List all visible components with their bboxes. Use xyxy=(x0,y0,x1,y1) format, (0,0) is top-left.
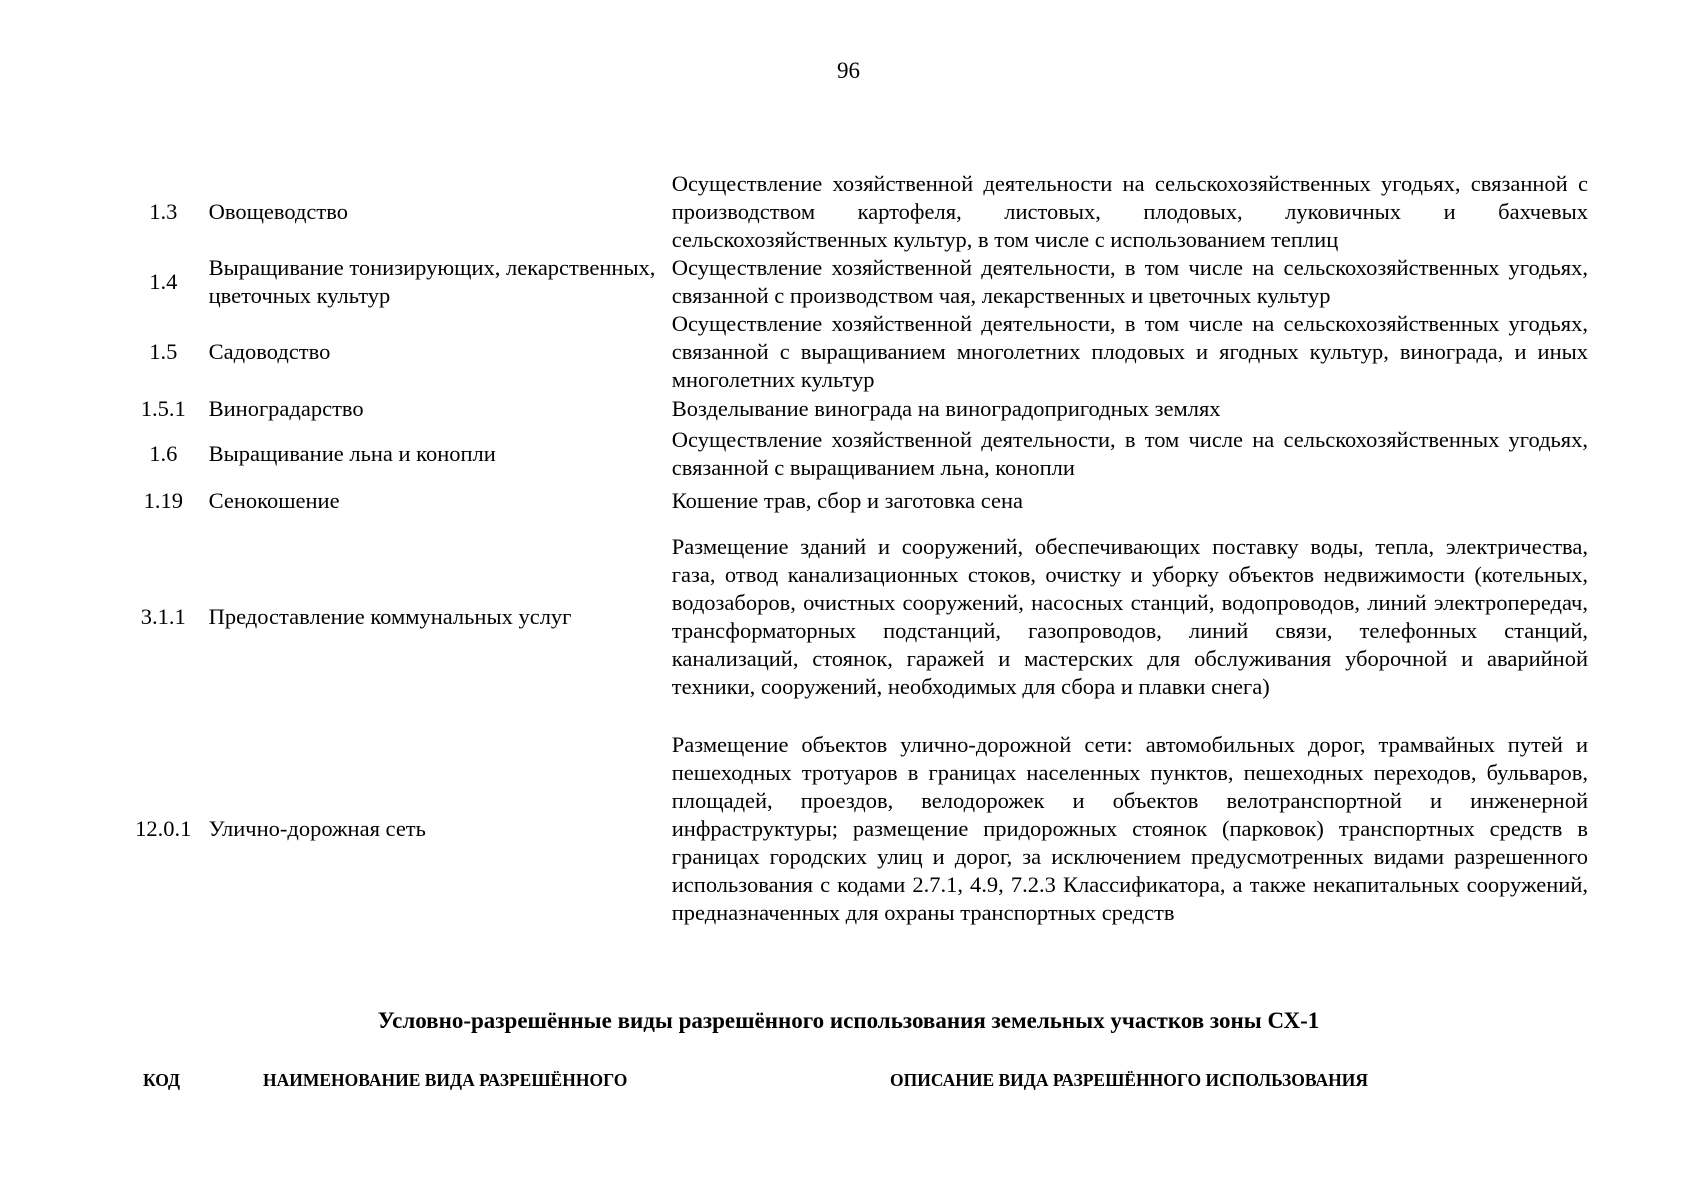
table-row xyxy=(118,518,1588,716)
row-code: 1.5 xyxy=(149,339,178,364)
column-header-code: КОД xyxy=(143,1070,181,1090)
row-name: Выращивание льна и конопли xyxy=(208,441,496,466)
row-description: Осуществление хозяйственной деятельности, в том числе на сельскохозяйственных угодьях, связанной с производством чая, лекарственных и цветочных культур xyxy=(671,255,1588,308)
row-code: 1.6 xyxy=(149,441,178,466)
row-code: 3.1.1 xyxy=(140,604,186,629)
table-row xyxy=(118,254,1588,310)
column-header-description: ОПИСАНИЕ ВИДА РАЗРЕШЁННОГО ИСПОЛЬЗОВАНИЯ xyxy=(890,1070,1368,1090)
table-row xyxy=(118,424,1588,484)
row-name: Садоводство xyxy=(208,339,331,364)
row-description: Осуществление хозяйственной деятельности, в том числе на сельскохозяйственных угодьях, связанной с выращиванием многолетних плодовых и ягодных культур, винограда, и иных многолетних культур xyxy=(671,311,1588,392)
row-name: Улично-дорожная сеть xyxy=(208,816,426,841)
row-description: Возделывание винограда на виноградопригодных землях xyxy=(671,396,1221,421)
row-code: 12.0.1 xyxy=(135,816,192,841)
row-name: Предоставление коммунальных услуг xyxy=(208,604,572,629)
table-row xyxy=(118,716,1588,942)
row-description: Размещение зданий и сооружений, обеспечивающих поставку воды, тепла, электричества, газа, отвод канализационных стоков, очистку и уборку объектов недвижимости (котельных, водозаборов, очистных сооружений, насосных станций, водопроводов, линий электропередач, трансформаторных подстанций, газопроводов, линий связи, телефонных станций, канализаций, стоянок, гаражей и мастерских для обслуживания уборочной и аварийной техники, сооружений, необходимых для сбора и плавки снега) xyxy=(671,534,1588,699)
page-number: 96 xyxy=(837,58,860,83)
column-header-name: НАИМЕНОВАНИЕ ВИДА РАЗРЕШЁННОГО xyxy=(263,1070,628,1090)
row-code: 1.3 xyxy=(149,199,178,224)
row-description: Осуществление хозяйственной деятельности, в том числе на сельскохозяйственных угодьях, связанной с выращиванием льна, конопли xyxy=(671,427,1588,480)
row-code: 1.19 xyxy=(143,488,183,513)
table-row xyxy=(118,484,1588,518)
land-use-table xyxy=(118,170,1588,942)
row-code: 1.4 xyxy=(149,269,178,294)
row-name: Виноградарство xyxy=(208,396,364,421)
table-row xyxy=(118,170,1588,254)
row-name: Выращивание тонизирующих, лекарственных, цветочных культур xyxy=(208,255,656,308)
row-code: 1.5.1 xyxy=(140,396,186,421)
row-description: Кошение трав, сбор и заготовка сена xyxy=(671,488,1023,513)
row-description: Размещение объектов улично-дорожной сети: автомобильных дорог, трамвайных путей и пешеходных тротуаров в границах населенных пунктов, пешеходных переходов, бульваров, площадей, проездов, велодорожек и объектов велотранспортной и инженерной инфраструктуры; размещение придорожных стоянок (парковок) транспортных средств в границах городских улиц и дорог, за исключением предусмотренных видами разрешенного использования с кодами 2.7.1, 4.9, 7.2.3 Классификатора, а также некапитальных сооружений, предназначенных для охраны транспортных средств xyxy=(671,732,1588,925)
row-name: Овощеводство xyxy=(208,199,348,224)
table-row xyxy=(118,394,1588,424)
row-name: Сенокошение xyxy=(208,488,340,513)
row-description: Осуществление хозяйственной деятельности на сельскохозяйственных угодьях, связанной с производством картофеля, листовых, плодовых, луковичных и бахчевых сельскохозяйственных культур, в том числе с использованием теплиц xyxy=(671,171,1588,252)
section-title: Условно-разрешённые виды разрешённого использования земельных участков зоны СХ-1 xyxy=(377,1008,1320,1033)
table-row xyxy=(118,310,1588,394)
